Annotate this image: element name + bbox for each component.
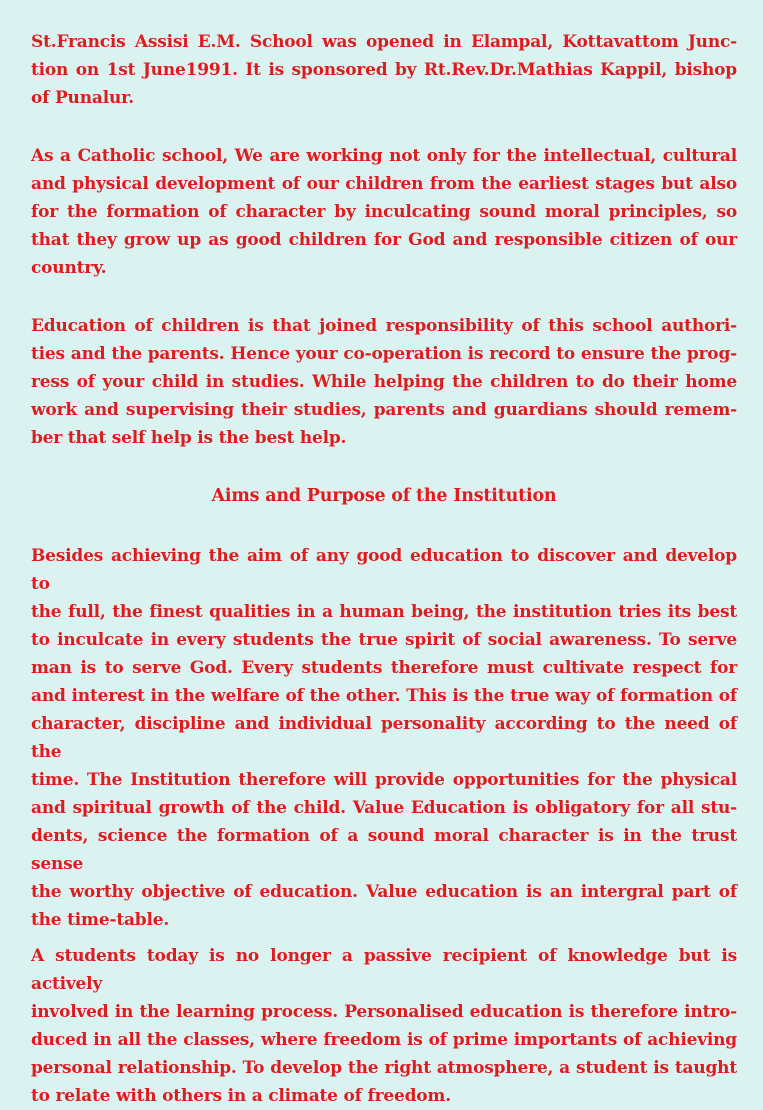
paragraph: [31, 542, 737, 934]
paragraph: [31, 312, 737, 452]
paragraph: [31, 28, 737, 112]
text-line: character, discipline and individual personality according to the need of the: [31, 714, 737, 762]
text-line: man is to serve God. Every students therefore must cultivate respect for: [31, 658, 737, 678]
text-line: and interest in the welfare of the other. This is the true way of formation of: [31, 686, 737, 706]
text-line: A students today is no longer a passive recipient of knowledge but is actively: [31, 946, 737, 994]
text-line: to relate with others in a climate of freedom.: [31, 1086, 451, 1106]
text-line: work and supervising their studies, parents and guardians should remem-: [31, 400, 737, 420]
text-line: to inculcate in every students the true spirit of social awareness. To serve: [31, 630, 737, 650]
text-line: St.Francis Assisi E.M. School was opened in Elampal, Kottavattom Junc-: [31, 32, 737, 52]
text-line: duced in all the classes, where freedom is of prime importants of achieving: [31, 1030, 737, 1050]
text-line: ties and the parents. Hence your co-operation is record to ensure the prog-: [31, 344, 737, 364]
paragraph: [31, 142, 737, 282]
text-line: As a Catholic school, We are working not only for the intellectual, cultural: [31, 146, 737, 166]
text-line: involved in the learning process. Personalised education is therefore intro-: [31, 1002, 737, 1022]
text-line: the time-table.: [31, 910, 170, 930]
text-line: of Punalur.: [31, 88, 135, 108]
text-line: ber that self help is the best help.: [31, 428, 347, 448]
text-line: Besides achieving the aim of any good education to discover and develop to: [31, 546, 737, 594]
text-line: for the formation of character by inculcating sound moral principles, so: [31, 202, 737, 222]
text-line: personal relationship. To develop the right atmosphere, a student is taught: [31, 1058, 737, 1078]
paragraph: [31, 942, 737, 1110]
text-line: time. The Institution therefore will provide opportunities for the physical: [31, 770, 737, 790]
text-line: country.: [31, 258, 107, 278]
text-line: that they grow up as good children for God and responsible citizen of our: [31, 230, 737, 250]
text-line: and physical development of our children from the earliest stages but also: [31, 174, 737, 194]
text-line: the worthy objective of education. Value education is an intergral part of: [31, 882, 737, 902]
text-line: ress of your child in studies. While helping the children to do their home: [31, 372, 737, 392]
section-heading: Aims and Purpose of the Institution: [211, 486, 557, 506]
text-line: Education of children is that joined responsibility of this school authori-: [31, 316, 737, 336]
text-line: tion on 1st June1991. It is sponsored by Rt.Rev.Dr.Mathias Kappil, bishop: [31, 60, 737, 80]
text-line: dents, science the formation of a sound moral character is in the trust sense: [31, 826, 737, 874]
text-line: the full, the finest qualities in a human being, the institution tries its best: [31, 602, 737, 622]
text-line: and spiritual growth of the child. Value Education is obligatory for all stu-: [31, 798, 737, 818]
